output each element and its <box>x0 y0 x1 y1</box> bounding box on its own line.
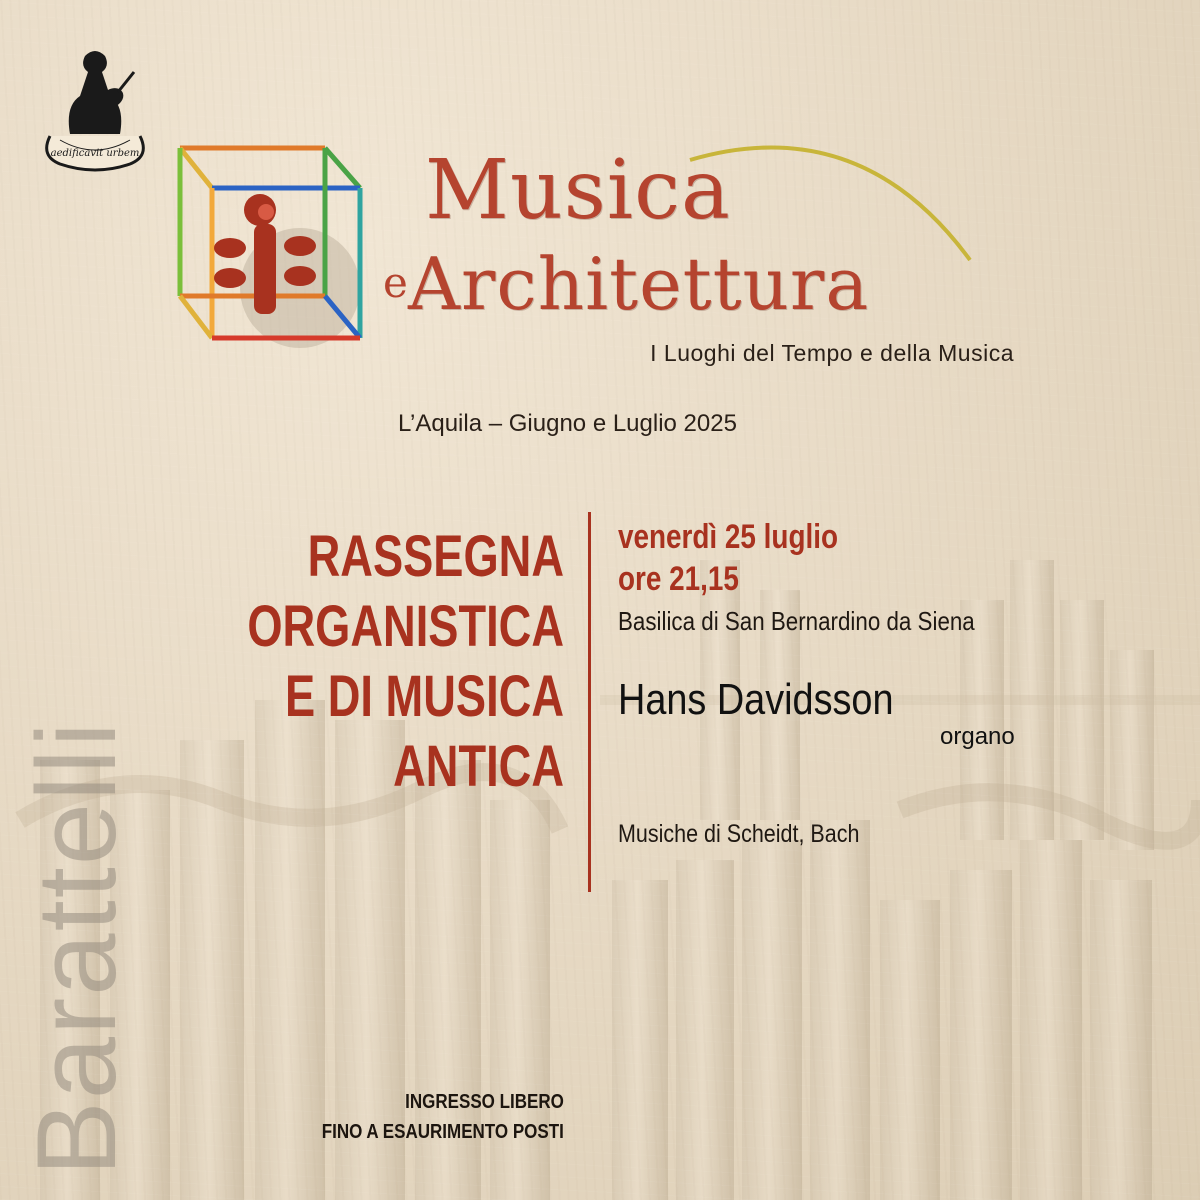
performer-row <box>618 675 1033 725</box>
festival-place-date: L’Aquila – Giugno e Luglio 2025 <box>398 410 737 437</box>
festival-subtitle: I Luoghi del Tempo e della Musica <box>650 340 1014 366</box>
series-title <box>158 522 564 802</box>
series-title-line: ANTICA <box>393 734 564 799</box>
seal-motto: aedificavit urbem <box>50 148 140 159</box>
event-time: ore 21,15 <box>618 560 739 598</box>
event-program: Musiche di Scheidt, Bach <box>618 820 860 848</box>
admission-line: FINO A ESAURIMENTO POSTI <box>321 1121 564 1143</box>
festival-title-architettura: Architettura <box>408 242 870 326</box>
scholar-with-lute-seal-icon <box>30 36 160 176</box>
series-title-line: ORGANISTICA <box>247 594 564 659</box>
festival-title-e: e <box>383 258 408 307</box>
performer-instrument: organo <box>940 723 1015 750</box>
admission-info <box>279 1087 564 1147</box>
event-date: venerdì 25 luglio <box>618 518 839 556</box>
series-title-line: RASSEGNA <box>307 524 564 589</box>
vertical-divider <box>588 512 591 892</box>
admission-line: INGRESSO LIBERO <box>405 1091 564 1113</box>
event-venue: Basilica di San Bernardino da Siena <box>618 606 975 636</box>
event-details <box>618 516 1033 750</box>
wireframe-cube-with-violin-scroll-icon <box>170 138 370 348</box>
sponsor-name: Barattelli <box>14 720 139 1176</box>
series-title-line: E DI MUSICA <box>285 664 564 729</box>
performer-name: Hans Davidsson <box>618 675 894 724</box>
festival-title-musica: Musica <box>425 143 731 238</box>
